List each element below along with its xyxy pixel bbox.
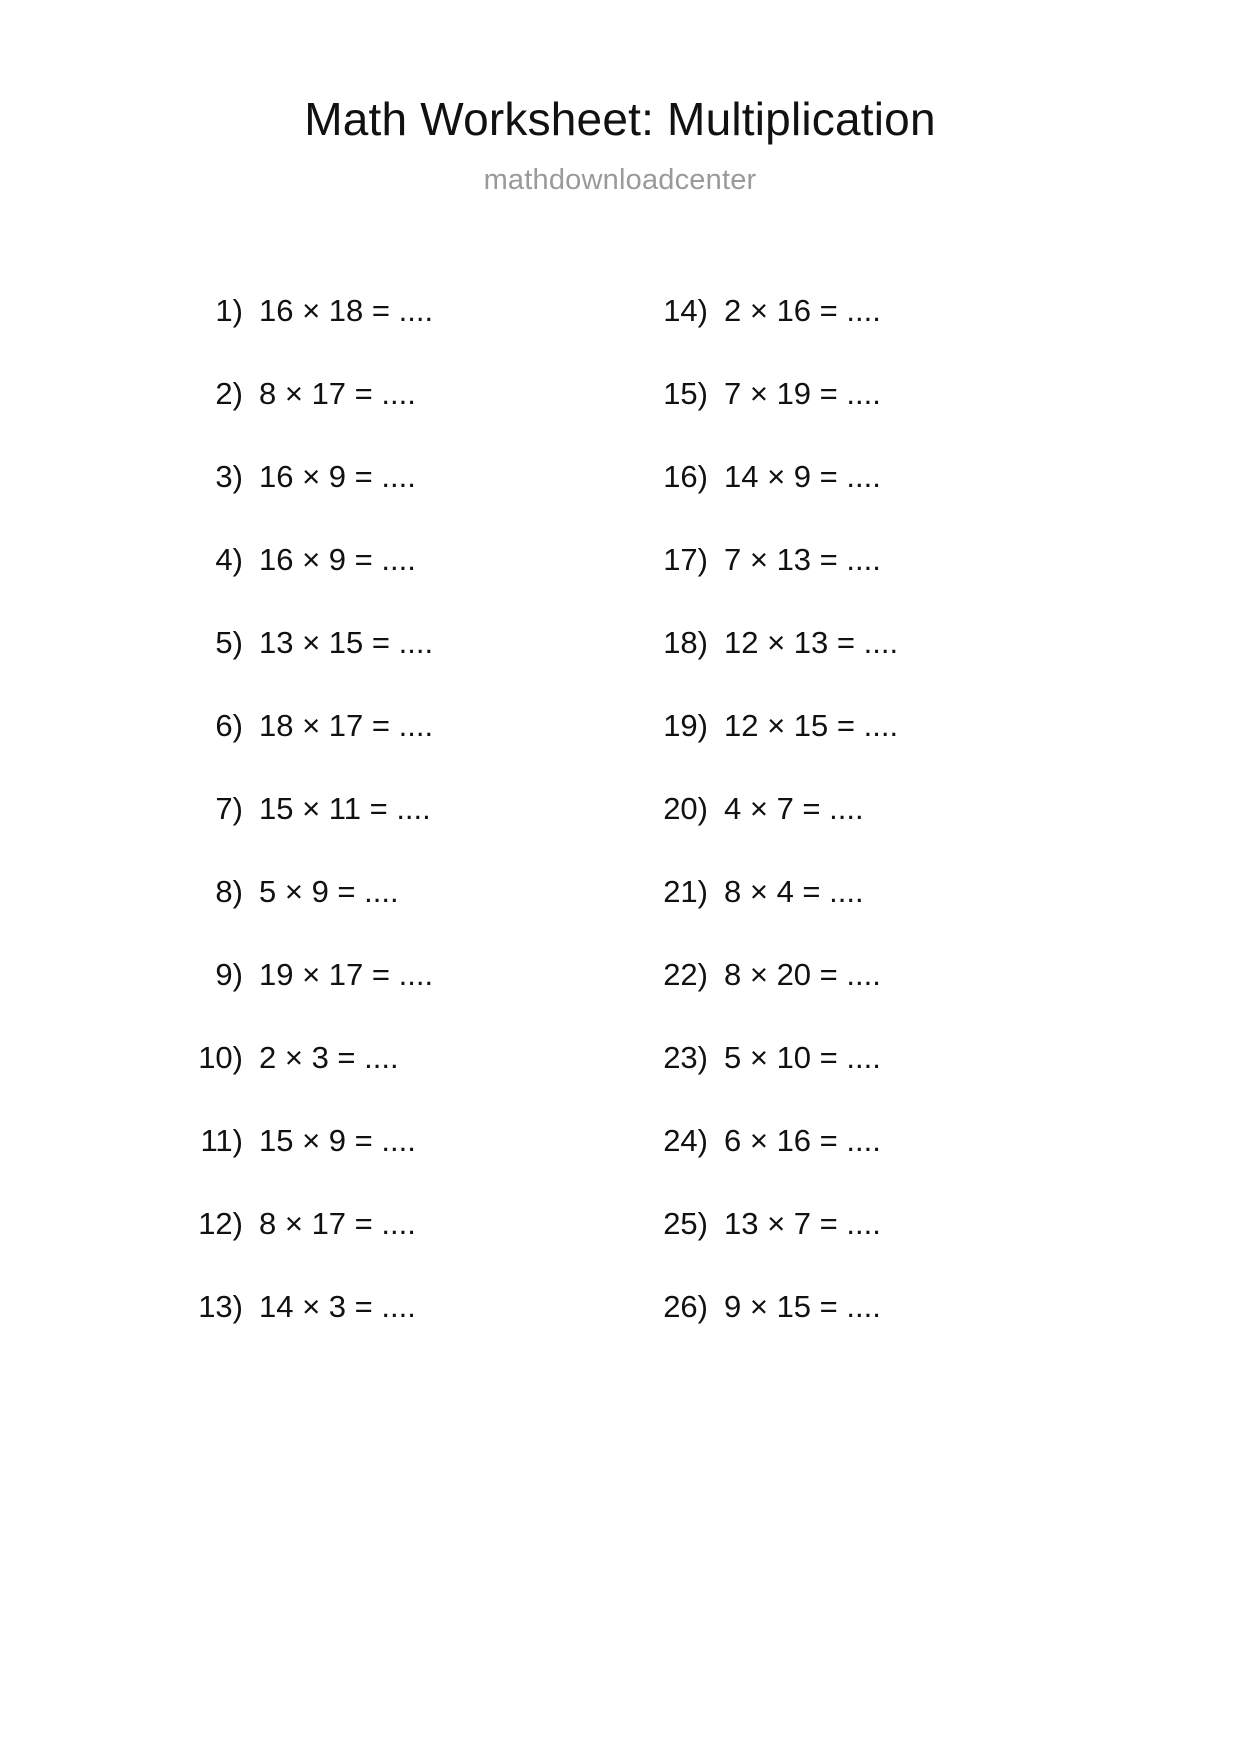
problem-expression: 5 × 9 = ....: [259, 874, 399, 909]
problem-expression: 19 × 17 = ....: [259, 957, 434, 992]
problem-number: 17): [663, 542, 708, 577]
problem-item: [175, 708, 595, 791]
problem-list: [0, 293, 1240, 1372]
problem-number: 4): [215, 542, 243, 577]
problem-number: 19): [663, 708, 708, 743]
problem-item: [640, 1123, 1060, 1206]
problem-number: 1): [215, 293, 243, 328]
problem-expression: 8 × 4 = ....: [724, 874, 864, 909]
problem-expression: 18 × 17 = ....: [259, 708, 434, 743]
problem-item: [175, 957, 595, 1040]
page-subtitle: mathdownloadcenter: [483, 164, 757, 196]
problem-number: 8): [215, 874, 243, 909]
problem-item: [175, 293, 595, 376]
problem-number: 16): [663, 459, 708, 494]
problem-item: [175, 542, 595, 625]
problem-number: 13): [198, 1289, 243, 1324]
page-title: Math Worksheet: Multiplication: [304, 93, 936, 145]
problem-expression: 15 × 9 = ....: [259, 1123, 416, 1158]
problem-item: [175, 1123, 595, 1206]
problem-number: 12): [198, 1206, 243, 1241]
problem-item: [640, 293, 1060, 376]
problem-number: 25): [663, 1206, 708, 1241]
problem-number: 9): [215, 957, 243, 992]
problem-expression: 9 × 15 = ....: [724, 1289, 881, 1324]
problem-item: [175, 1289, 595, 1372]
problem-number: 24): [663, 1123, 708, 1158]
problem-expression: 8 × 17 = ....: [259, 1206, 416, 1241]
problem-item: [175, 874, 595, 957]
problem-item: [640, 1289, 1060, 1372]
problem-expression: 14 × 9 = ....: [724, 459, 881, 494]
problem-number: 2): [215, 376, 243, 411]
problem-number: 18): [663, 625, 708, 660]
problem-number: 14): [663, 293, 708, 328]
problem-item: [175, 791, 595, 874]
problem-expression: 13 × 7 = ....: [724, 1206, 881, 1241]
problem-expression: 12 × 15 = ....: [724, 708, 899, 743]
problem-expression: 13 × 15 = ....: [259, 625, 434, 660]
problem-item: [175, 625, 595, 708]
problem-item: [640, 542, 1060, 625]
problem-expression: 7 × 19 = ....: [724, 376, 881, 411]
problem-expression: 8 × 17 = ....: [259, 376, 416, 411]
problem-item: [175, 1206, 595, 1289]
problem-number: 6): [215, 708, 243, 743]
problem-expression: 12 × 13 = ....: [724, 625, 899, 660]
problem-number: 11): [200, 1123, 243, 1158]
problem-item: [640, 625, 1060, 708]
problem-number: 3): [215, 459, 243, 494]
problem-item: [175, 459, 595, 542]
problem-number: 20): [663, 791, 708, 826]
problem-item: [640, 459, 1060, 542]
problem-item: [640, 1040, 1060, 1123]
problem-number: 26): [663, 1289, 708, 1324]
problem-expression: 16 × 9 = ....: [259, 542, 416, 577]
problem-expression: 16 × 18 = ....: [259, 293, 434, 328]
problem-number: 21): [663, 874, 708, 909]
problem-number: 22): [663, 957, 708, 992]
problem-number: 5): [215, 625, 243, 660]
problem-expression: 4 × 7 = ....: [724, 791, 864, 826]
problem-item: [640, 957, 1060, 1040]
problem-item: [640, 791, 1060, 874]
problem-number: 23): [663, 1040, 708, 1075]
problem-number: 7): [215, 791, 243, 826]
problem-number: 15): [663, 376, 708, 411]
problem-column-left: [175, 293, 595, 1372]
problem-expression: 14 × 3 = ....: [259, 1289, 416, 1324]
problem-item: [640, 1206, 1060, 1289]
problem-item: [640, 376, 1060, 459]
problem-item: [175, 1040, 595, 1123]
problem-column-right: [640, 293, 1060, 1372]
problem-number: 10): [198, 1040, 243, 1075]
problem-item: [640, 874, 1060, 957]
problem-item: [175, 376, 595, 459]
problem-item: [640, 708, 1060, 791]
problem-expression: 7 × 13 = ....: [724, 542, 881, 577]
problem-expression: 6 × 16 = ....: [724, 1123, 881, 1158]
problem-expression: 15 × 11 = ....: [259, 791, 431, 826]
problem-expression: 16 × 9 = ....: [259, 459, 416, 494]
problem-expression: 2 × 16 = ....: [724, 293, 881, 328]
problem-expression: 8 × 20 = ....: [724, 957, 881, 992]
problem-expression: 5 × 10 = ....: [724, 1040, 881, 1075]
problem-expression: 2 × 3 = ....: [259, 1040, 399, 1075]
